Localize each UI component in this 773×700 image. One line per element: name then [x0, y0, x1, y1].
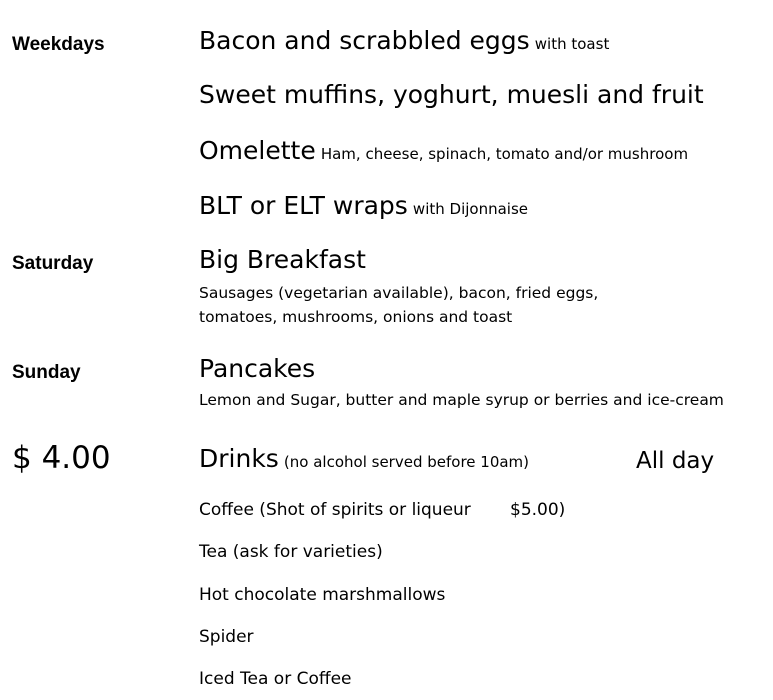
drinks-note: (no alcohol served before 10am): [283, 453, 530, 471]
drink-item-iced-tea-coffee: Iced Tea or Coffee: [199, 669, 352, 689]
menu-item-muffins: [199, 80, 704, 109]
drink-item-spider: Spider: [199, 627, 254, 647]
desc-line: Sausages (vegetarian available), bacon, fried eggs,: [199, 284, 599, 302]
saturday-label: Saturday: [12, 253, 94, 274]
sunday-item-desc: Lemon and Sugar, butter and maple syrup or berries and ice-cream: [199, 391, 724, 409]
drink-item-coffee: [199, 500, 471, 520]
sunday-item-name: Pancakes: [199, 354, 316, 383]
item-note: with toast: [534, 35, 610, 53]
drink-name: Coffee (Shot of spirits or liqueur: [199, 500, 471, 520]
drink-item-hot-chocolate: Hot chocolate marshmallows: [199, 585, 446, 605]
menu-item-bacon-eggs: [199, 26, 609, 55]
item-name: Omelette: [199, 136, 316, 165]
item-name: BLT or ELT wraps: [199, 191, 408, 220]
sunday-label: Sunday: [12, 362, 81, 383]
drink-extra-price: $5.00): [510, 500, 566, 520]
item-name: Sweet muffins, yoghurt, muesli and fruit: [199, 80, 704, 109]
menu-item-wraps: [199, 191, 528, 220]
desc-line: tomatoes, mushrooms, onions and toast: [199, 308, 513, 326]
saturday-item-desc: [199, 281, 598, 329]
item-name: Bacon and scrabbled eggs: [199, 26, 530, 55]
item-note: with Dijonnaise: [412, 200, 528, 218]
drinks-heading: [199, 444, 529, 473]
drink-item-tea: Tea (ask for varieties): [199, 542, 383, 562]
saturday-item-name: Big Breakfast: [199, 245, 366, 274]
drinks-price: $ 4.00: [12, 440, 111, 476]
item-note: Ham, cheese, spinach, tomato and/or mushroom: [320, 145, 689, 163]
drinks-availability: All day: [636, 448, 715, 474]
weekdays-label: Weekdays: [12, 34, 105, 55]
drinks-title: Drinks: [199, 444, 279, 473]
menu-item-omelette: [199, 136, 688, 165]
